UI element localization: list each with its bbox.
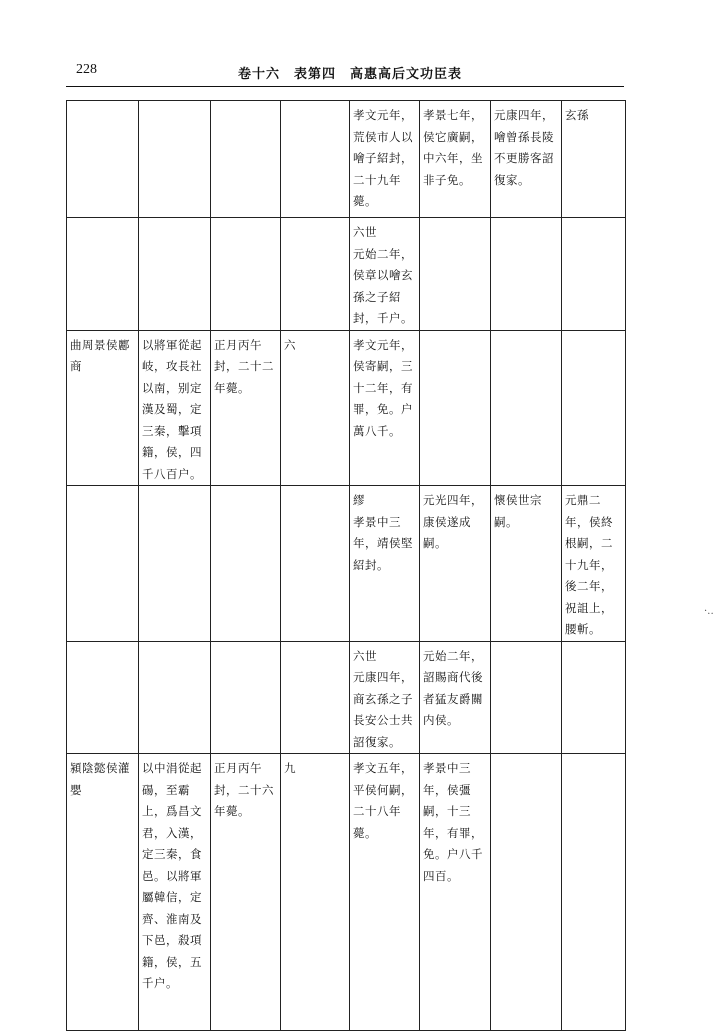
cell-text: 曲周景侯酈商 (70, 337, 130, 373)
page-number: 228 (76, 62, 97, 77)
table-cell (211, 101, 281, 218)
table-cell (420, 754, 491, 1031)
table-cell (139, 218, 211, 331)
table-cell (491, 218, 562, 331)
cell-text: 潁陰懿侯灌嬰 (70, 761, 130, 797)
table-row (67, 218, 626, 331)
cell-text: 正月丙午封，二十六年薨。 (214, 761, 274, 818)
table-cell (350, 101, 420, 218)
table-cell (67, 754, 139, 1031)
table-cell (281, 101, 350, 218)
table-row (67, 330, 626, 486)
table-row (67, 101, 626, 218)
header-rule (66, 86, 624, 87)
table-row (67, 486, 626, 642)
cell-text: 懷侯世宗嗣。 (494, 493, 542, 529)
running-title: 卷十六 表第四 高惠高后文功臣表 (238, 67, 463, 82)
table-cell (211, 641, 281, 754)
cell-text: 六世 元康四年，商玄孫之子長安公士共詔復家。 (353, 648, 413, 749)
cell-text: 玄孫 (565, 108, 589, 122)
table-cell (139, 641, 211, 754)
table-cell (420, 330, 491, 486)
table-cell (562, 330, 626, 486)
table-cell (562, 641, 626, 754)
cell-text: 元康四年，噲曾孫長陵不更勝客詔復家。 (494, 108, 554, 187)
cell-text: 孝景中三年，侯彊嗣，十三年，有罪，免。户八千四百。 (423, 761, 483, 883)
table-cell (211, 218, 281, 331)
cell-text: 元光四年，康侯遂成嗣。 (423, 493, 483, 550)
table-cell (139, 330, 211, 486)
table-cell (139, 486, 211, 642)
table-cell (211, 754, 281, 1031)
table-cell (67, 486, 139, 642)
table-row (67, 641, 626, 754)
table-row (67, 754, 626, 1031)
table-cell (491, 486, 562, 642)
table-cell (139, 754, 211, 1031)
page-header (0, 0, 716, 100)
table-cell (350, 486, 420, 642)
table-cell (420, 101, 491, 218)
table-cell (491, 641, 562, 754)
cell-text: 正月丙午封，二十二年薨。 (214, 337, 274, 395)
cell-text: 九 (284, 761, 296, 775)
genealogy-table (66, 100, 626, 1031)
cell-text: 以中涓從起碭，至霸上，爲昌文君，入漢，定三秦，食邑。以將軍屬韓信，定齊、淮南及下邑，殺項籍，侯，五千户。 (142, 761, 202, 990)
table-cell (211, 330, 281, 486)
table-cell (139, 101, 211, 218)
cell-text: 孝文元年，荒侯市人以噲子紹封，二十九年薨。 (353, 108, 413, 208)
table-cell (350, 641, 420, 754)
table-cell (67, 641, 139, 754)
cell-text: 孝文元年，侯寄嗣，三十二年，有罪，免。户萬八千。 (353, 337, 413, 438)
cell-text: 六世 元始二年，侯章以噲玄孫之子紹封，千户。 (353, 225, 413, 325)
cell-text: 以將軍從起岐，攻長社以南，别定漢及蜀，定三秦，擊項籍，侯，四千八百户。 (142, 337, 202, 481)
table-cell (67, 330, 139, 486)
table-cell (350, 218, 420, 331)
cell-text: 繆 孝景中三年，靖侯堅紹封。 (353, 493, 413, 572)
table-cell (281, 486, 350, 642)
cell-text: 孝景七年，侯它廣嗣，中六年，坐非子免。 (423, 108, 483, 187)
table-cell (281, 330, 350, 486)
table-cell (562, 486, 626, 642)
table-cell (281, 218, 350, 331)
table-cell (420, 486, 491, 642)
table-cell (491, 330, 562, 486)
table-cell (67, 218, 139, 331)
table-cell (67, 101, 139, 218)
table-cell (562, 101, 626, 218)
cell-text: 元始二年，詔賜商代後者猛友爵關内侯。 (423, 648, 483, 727)
table-cell (491, 101, 562, 218)
cell-text: 元鼎二年，侯終根嗣，二十九年，後二年，祝詛上，腰斬。 (565, 493, 613, 636)
cell-text: 六 (284, 337, 296, 352)
cell-text: 孝文五年，平侯何嗣，二十八年薨。 (353, 761, 413, 840)
margin-mark: ·‥ (704, 606, 714, 617)
table-cell (350, 754, 420, 1031)
table-cell (562, 754, 626, 1031)
table-cell (281, 754, 350, 1031)
table-cell (420, 218, 491, 331)
table-cell (350, 330, 420, 486)
table-cell (562, 218, 626, 331)
table-cell (420, 641, 491, 754)
table-cell (281, 641, 350, 754)
table-cell (211, 486, 281, 642)
table-cell (491, 754, 562, 1031)
